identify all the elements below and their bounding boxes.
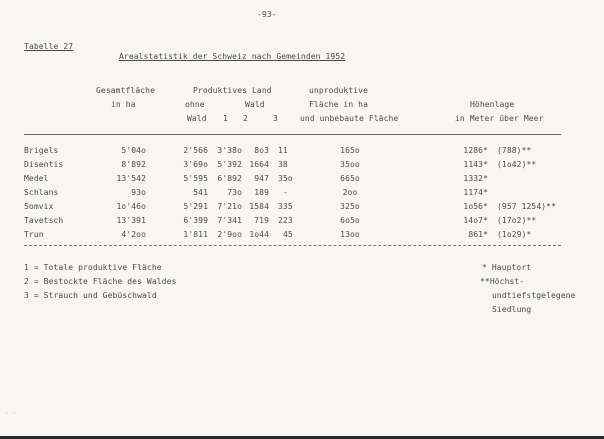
row-name: Medel [24,174,49,183]
row-hoehe: 1143* [463,160,488,169]
header-produktiv-ohne: ohne [185,100,205,109]
note-hoechst: **Höchst- [480,277,525,286]
header-produktiv-1: Produktives Land [193,86,272,95]
row-c1: 5'392 [217,160,242,169]
row-gesamt: 1o'46o [116,202,146,211]
row-c1: 7'341 [217,216,242,225]
header-gesamt-2: in ha [111,100,136,109]
row-ohne-wald: 541 [193,188,208,197]
header-col-1: 1 [223,114,228,123]
row-name: Tavetsch [24,216,64,225]
row-name: Disentis [24,160,64,169]
legend-item: 3 = Strauch und Gebüschwald [24,291,157,300]
row-c2: 947 [254,174,269,183]
row-hoehe: 1332* [463,174,488,183]
note-tiefst: undtiefstgelegene [492,291,576,300]
row-c1: 73o [227,188,242,197]
header-rule [24,134,561,135]
footer-rule [24,245,561,246]
row-unprod: 165o [340,146,360,155]
header-unprod-3: und unbebaute Fläche [300,114,399,123]
page-number: -93- [257,10,277,19]
row-gesamt: 4'2oo [121,230,146,239]
row-name: Somvix [24,202,54,211]
row-hoehe: 14o7* [463,216,488,225]
table-title: Arealstatistik der Schweiz nach Gemeinden 1952 [119,52,346,61]
row-hoehe: 1286* [463,146,488,155]
row-c1: 2'9oo [217,230,242,239]
row-unprod: 665o [340,174,360,183]
row-gesamt: 13'542 [116,174,146,183]
row-gesamt: 8'892 [121,160,146,169]
row-ohne-wald: 3'69o [183,160,208,169]
row-hoehe: 1174* [463,188,488,197]
row-extra: (1o42)** [497,160,537,169]
row-ohne-wald: 6'399 [183,216,208,225]
header-hoehe-2: in Meter über Meer [455,114,544,123]
row-ohne-wald: 2'566 [183,146,208,155]
row-ohne-wald: 1'811 [183,230,208,239]
row-unprod: 6o5o [340,216,360,225]
row-extra: (957 1254)** [497,202,556,211]
row-gesamt: 5'04o [121,146,146,155]
row-c2: 1664 [249,160,269,169]
header-unprod-2: Fläche in ha [309,100,368,109]
legend-item: 1 = Totale produktive Fläche [24,263,162,272]
row-c2: 8o3 [254,146,269,155]
row-name: Brigels [24,146,59,155]
row-extra: (788)** [497,146,532,155]
row-c2: 1o44 [249,230,269,239]
header-unprod-1: unproduktive [309,86,368,95]
row-c3: 35o [278,174,293,183]
scan-specks: · · [5,410,16,417]
header-hoehe-1: Höhenlage [470,100,515,109]
row-extra: (17o2)** [497,216,537,225]
row-extra: (1o29)* [497,230,532,239]
row-hoehe: 861* [468,230,488,239]
header-produktiv-wald-top: Wald [245,100,265,109]
row-name: Schlans [24,188,59,197]
row-c2: 1584 [249,202,269,211]
row-unprod: 325o [340,202,360,211]
row-c3: 223 [278,216,293,225]
row-c1: 3'38o [217,146,242,155]
row-ohne-wald: 5'291 [183,202,208,211]
header-col-2: 2 [243,114,248,123]
row-unprod: 13oo [340,230,360,239]
note-hauptort: * Hauptort [482,263,532,272]
legend-item: 2 = Bestockte Fläche des Waldes [24,277,177,286]
row-unprod: 35oo [340,160,360,169]
row-unprod: 2oo [342,188,358,197]
row-c3: 38 [278,160,288,169]
row-c1: 6'892 [217,174,242,183]
row-c3: - [283,188,288,197]
header-gesamt-1: Gesamtfläche [96,86,155,95]
row-hoehe: 1o56* [463,202,488,211]
header-col-3: 3 [273,114,278,123]
row-name: Trun [24,230,44,239]
row-c3: 11 [278,146,288,155]
row-c2: 719 [254,216,269,225]
row-c2: 189 [254,188,269,197]
row-c1: 7'21o [217,202,242,211]
table-label: Tabelle 27 [24,42,74,51]
row-ohne-wald: 5'595 [183,174,208,183]
row-gesamt: 93o [131,188,146,197]
row-gesamt: 13'391 [116,216,146,225]
row-c3: 45 [283,230,293,239]
row-c3: 335 [278,202,293,211]
note-siedlung: Siedlung [492,305,532,314]
header-produktiv-wald: Wald [187,114,207,123]
